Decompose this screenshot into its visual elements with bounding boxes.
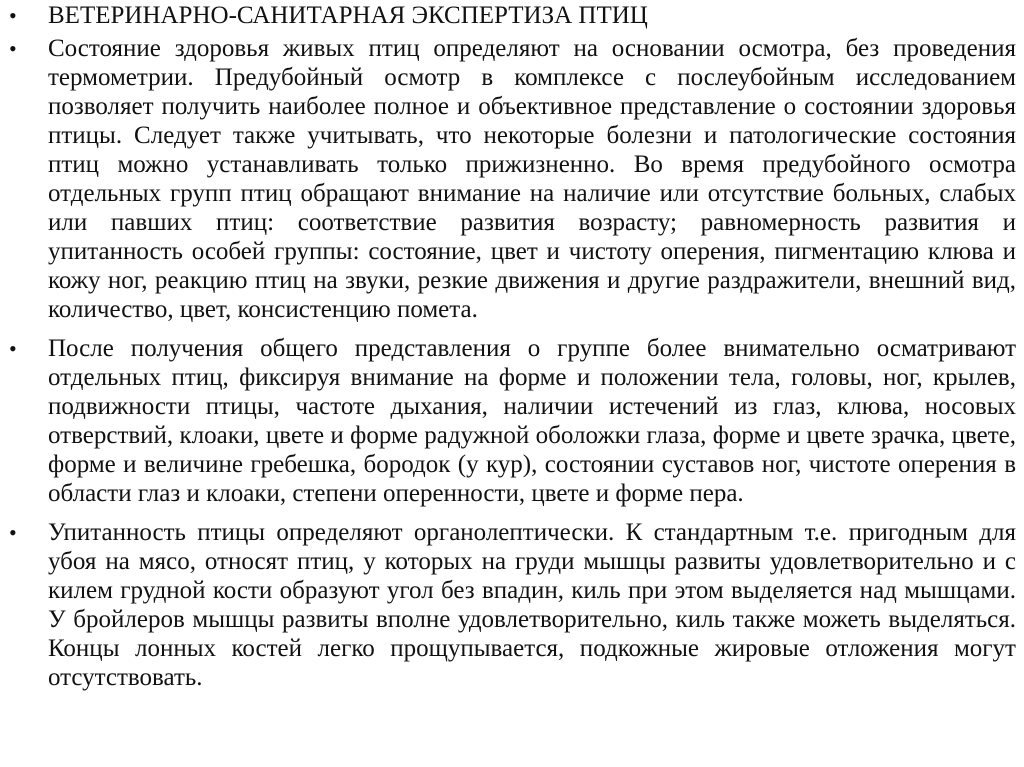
bullet-icon: • <box>9 3 17 28</box>
slide-title <box>0 1 1024 30</box>
bullet-fatness <box>0 518 1024 692</box>
paragraph-text: Состояние здоровья живых птиц определяют на основании осмотра, без проведения термометрии. Предубойный осмотр в комплексе с послеубойным исследованием позволяет получить наиболее полное и объективное представление о состоянии здоровья птицы. Следует также учитывать, что некоторые болезни и патологические состояния птиц можно устанавливать только прижизненно. Во время предубойного осмотра отдельных групп птиц обращают внимание на наличие или отсутствие больных, слабых или павших птиц: соответствие развития возрасту; равномерность развития и упитанность особей группы: состояние, цвет и чистоту оперения, пигментацию клюва и кожу ног, реакцию птиц на звуки, резкие движения и другие раздражители, внешний вид, количество, цвет, консистенцию помета. <box>48 35 1016 323</box>
paragraph-text: Упитанность птицы определяют органолептически. К стандартным т.е. пригодным для убоя на мясо, относят птиц, у которых на груди мышцы развиты удовлетворительно и с килем грудной кости образуют угол без впадин, киль при этом выделяется над мышцами. У бройлеров мышцы развиты вполне удовлетворительно, киль также можеть выделяться. Концы лонных костей легко прощупывается, подкожные жировые отложения могут отсутствовать. <box>48 519 1016 691</box>
bullet-icon: • <box>9 336 17 361</box>
bullet-icon: • <box>9 36 17 61</box>
title-text: ВЕТЕРИНАРНО-САНИТАРНАЯ ЭКСПЕРТИЗА ПТИЦ <box>48 2 648 29</box>
bullet-individual-inspection <box>0 334 1024 508</box>
bullet-health-state <box>0 34 1024 324</box>
paragraph-text: После получения общего представления о группе более внимательно осматривают отдельных птиц, фиксируя внимание на форме и положении тела, головы, ног, крылев, подвижности птицы, частоте дыхания, наличии истечений из глаз, клюва, носовых отверствий, клоаки, цвете и форме радужной оболожки глаза, форме и цвете зрачка, цвете, форме и величине гребешка, бородок (у кур), состоянии суставов ног, чистоте оперения в области глаз и клоаки, степени оперенности, цвете и форме пера. <box>48 335 1016 507</box>
bullet-icon: • <box>9 520 17 545</box>
